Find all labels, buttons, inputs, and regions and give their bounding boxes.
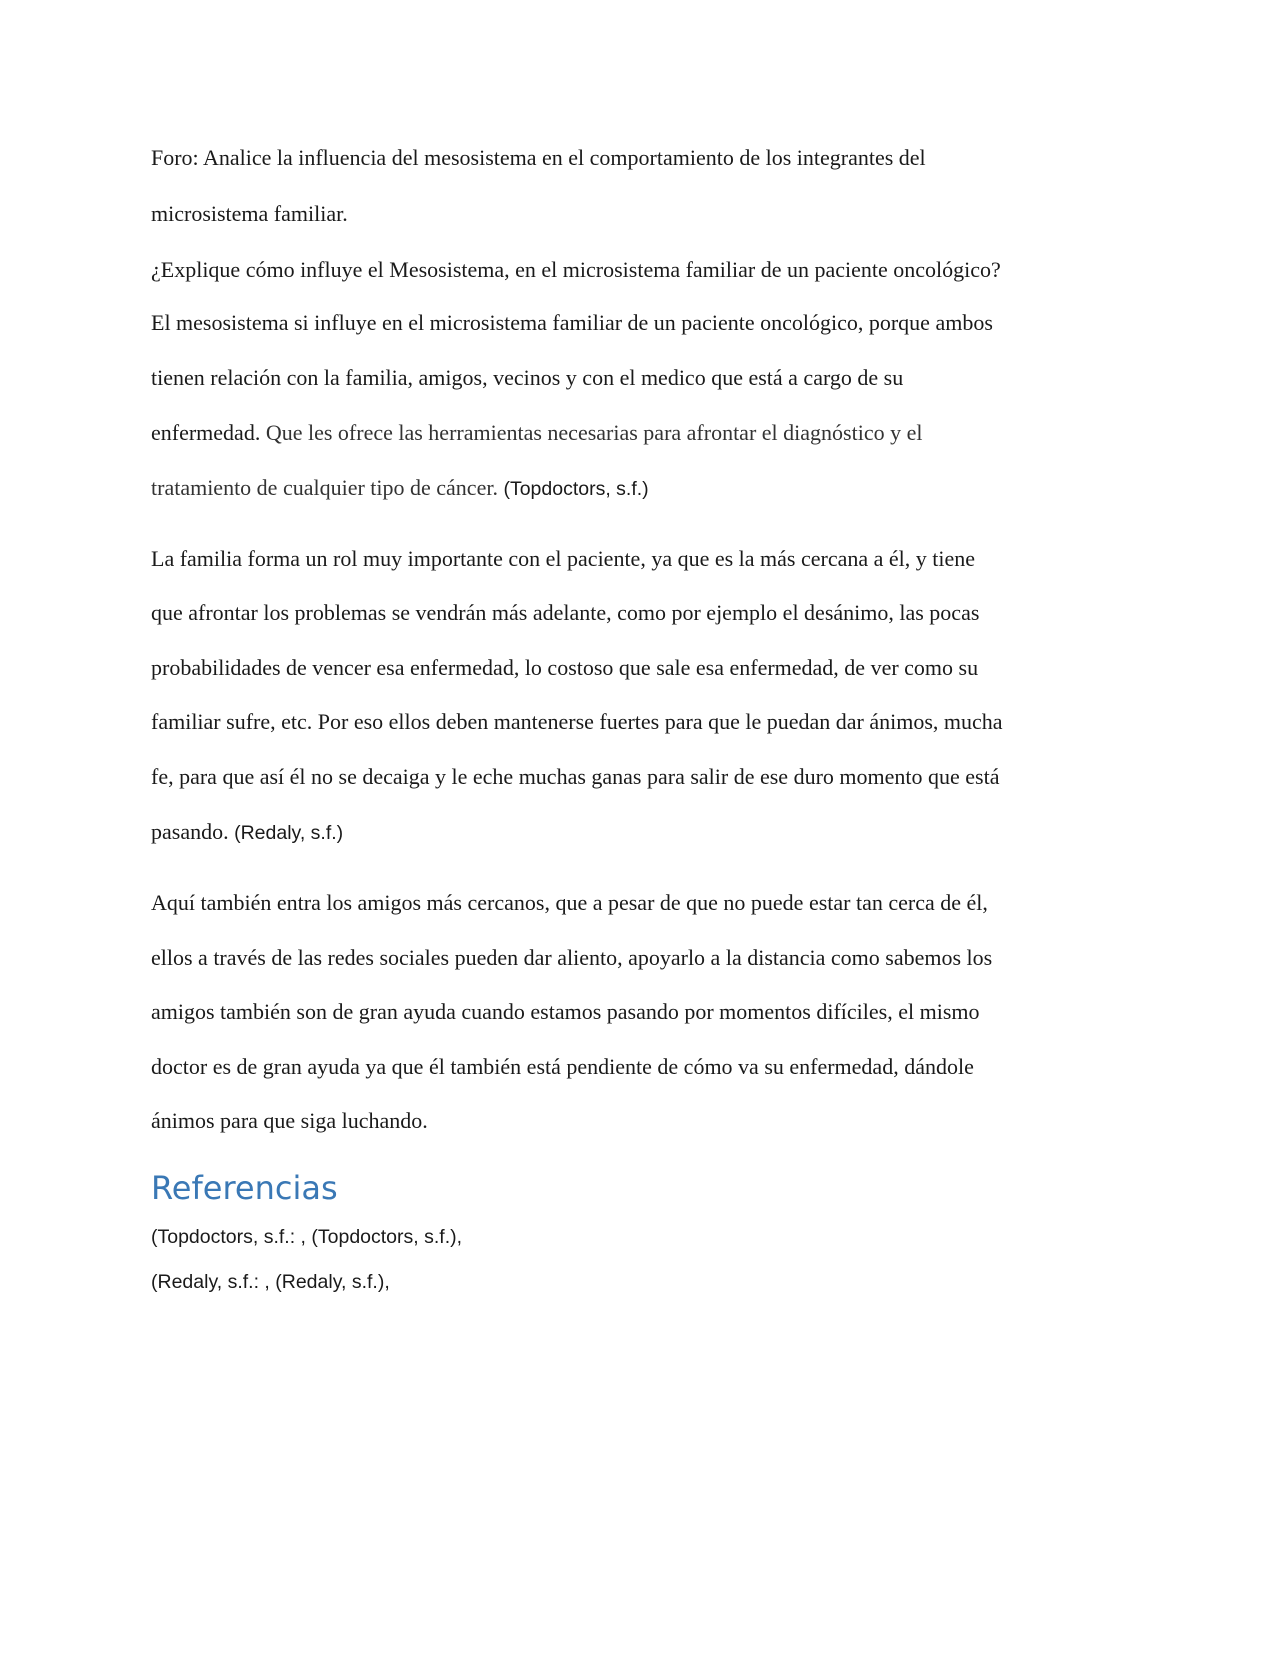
citation-redaly: (Redaly, s.f.)	[234, 822, 344, 844]
paragraph-1-line-3	[151, 418, 922, 447]
paragraph-2-line-6	[151, 817, 343, 848]
paragraph-3-line-3: amigos también son de gran ayuda cuando estamos pasando por momentos difíciles, el mismo	[151, 999, 980, 1024]
reference-item-topdoctors: (Topdoctors, s.f.: , (Topdoctors, s.f.),	[151, 1226, 463, 1248]
paragraph-1-line-3-start: enfermedad.	[151, 420, 261, 445]
paragraph-3-line-5: ánimos para que siga luchando.	[151, 1108, 428, 1133]
paragraph-2-line-1: La familia forma un rol muy importante con el paciente, ya que es la más cercana a él, y tiene	[151, 546, 976, 571]
forum-title-line-2: microsistema familiar.	[151, 201, 348, 226]
reference-item-redaly: (Redaly, s.f.: , (Redaly, s.f.),	[151, 1271, 390, 1293]
paragraph-2-line-5: fe, para que así él no se decaiga y le eche muchas ganas para salir de ese duro momento que está	[151, 764, 1000, 789]
paragraph-1-line-4-text: tratamiento de cualquier tipo de cáncer.	[151, 475, 504, 500]
forum-title-line-1: Foro: Analice la influencia del mesosistema en el comportamiento de los integrantes del	[151, 145, 926, 170]
paragraph-2-line-4: familiar sufre, etc. Por eso ellos deben mantenerse fuertes para que le puedan dar ánimos, mucha	[151, 709, 1003, 734]
paragraph-2-line-3: probabilidades de vencer esa enfermedad, lo costoso que sale esa enfermedad, de ver como su	[151, 655, 979, 680]
paragraph-3-line-1: Aquí también entra los amigos más cercanos, que a pesar de que no puede estar tan cerca de él,	[151, 890, 988, 915]
paragraph-1-line-1: El mesosistema si influye en el microsistema familiar de un paciente oncológico, porque ambos	[151, 310, 993, 335]
paragraph-3-line-4: doctor es de gran ayuda ya que él también está pendiente de cómo va su enfermedad, dándole	[151, 1054, 974, 1079]
citation-topdoctors: (Topdoctors, s.f.)	[503, 478, 649, 500]
paragraph-2-line-6-text: pasando.	[151, 819, 235, 844]
paragraph-1-line-2: tienen relación con la familia, amigos, vecinos y con el medico que está a cargo de su	[151, 365, 904, 390]
paragraph-2-line-2: que afrontar los problemas se vendrán más adelante, como por ejemplo el desánimo, las pocas	[151, 600, 980, 625]
paragraph-1-line-3-end: Que les ofrece las herramientas necesarias para afrontar el diagnóstico y el	[260, 420, 923, 445]
paragraph-3-line-2: ellos a través de las redes sociales pueden dar aliento, apoyarlo a la distancia como sabemos los	[151, 945, 993, 970]
references-heading: Referencias	[151, 1169, 338, 1207]
paragraph-1-line-4	[151, 473, 649, 504]
forum-question: ¿Explique cómo influye el Mesosistema, en el microsistema familiar de un paciente oncológico?	[151, 257, 1001, 282]
